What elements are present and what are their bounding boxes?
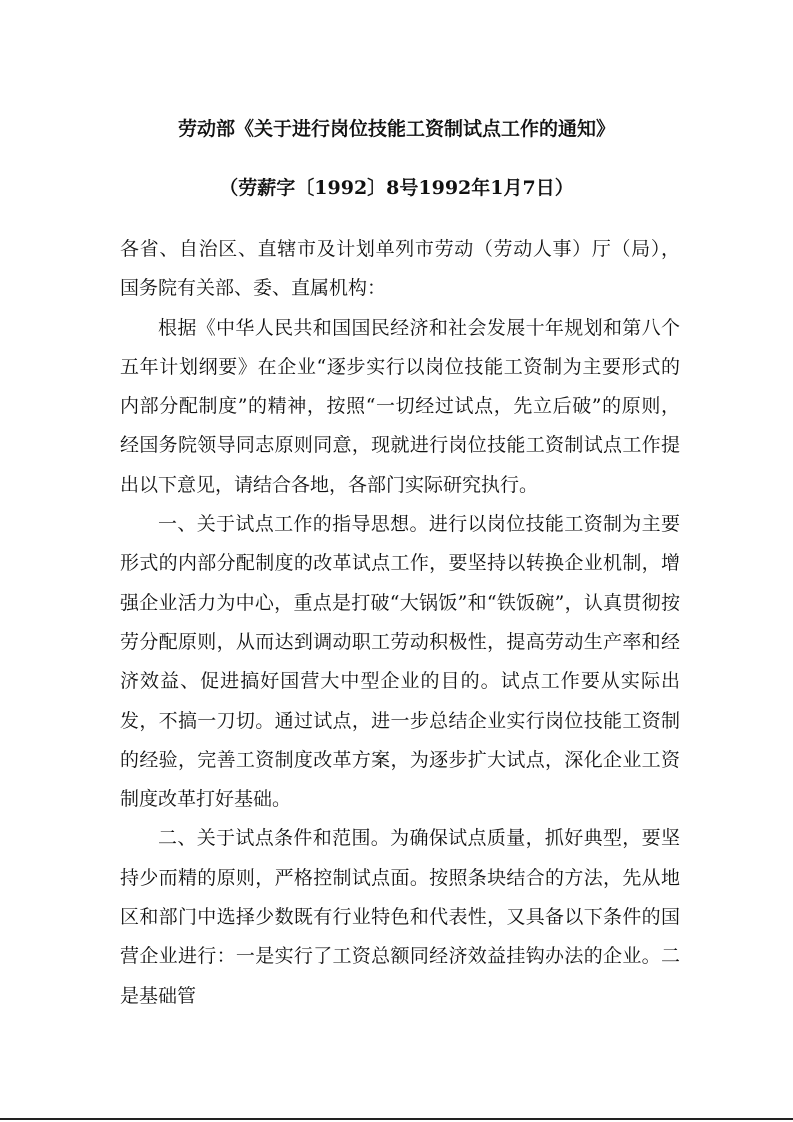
- addressee: 各省、自治区、直辖市及计划单列市劳动（劳动人事）厅（局），国务院有关部、委、直属机构：: [120, 238, 680, 300]
- paragraph-section-1: 一、关于试点工作的指导思想。进行以岗位技能工资制为主要形式的内部分配制度的改革试点工作，要坚持以转换企业机制，增强企业活力为中心，重点是打破“大锅饭”和“铁饭碗”，认真贯彻按劳分配原则，从而达到调动职工劳动积极性，提高劳动生产率和经济效益、促进搞好国营大中型企业的目的。试点工作要从实际出发，不搞一刀切。通过试点，进一步总结企业实行岗位技能工资制的经验，完善工资制度改革方案，为逐步扩大试点，深化企业工资制度改革打好基础。: [120, 513, 680, 811]
- document-title: 劳动部《关于进行岗位技能工资制试点工作的通知》: [177, 118, 615, 140]
- paragraph-intro: 根据《中华人民共和国国民经济和社会发展十年规划和第八个五年计划纲要》在企业“逐步实行以岗位技能工资制为主要形式的内部分配制度”的精神，按照“一切经过试点，先立后破”的原则，经国务院领导同志原则同意，现就进行岗位技能工资制试点工作提出以下意见，请结合各地，各部门实际研究执行。: [120, 316, 680, 496]
- document-subtitle: （劳薪字〔1992〕8号1992年1月7日）: [219, 177, 574, 199]
- paragraph-section-2: 二、关于试点条件和范围。为确保试点质量，抓好典型，要坚持少而精的原则，严格控制试点面。按照条块结合的方法，先从地区和部门中选择少数既有行业特色和代表性，又具备以下条件的国营企业进行：一是实行了工资总额同经济效益挂钩办法的企业。二是基础管: [120, 827, 680, 1007]
- page-bottom-rule: [0, 1118, 793, 1120]
- document-body: [120, 230, 680, 1016]
